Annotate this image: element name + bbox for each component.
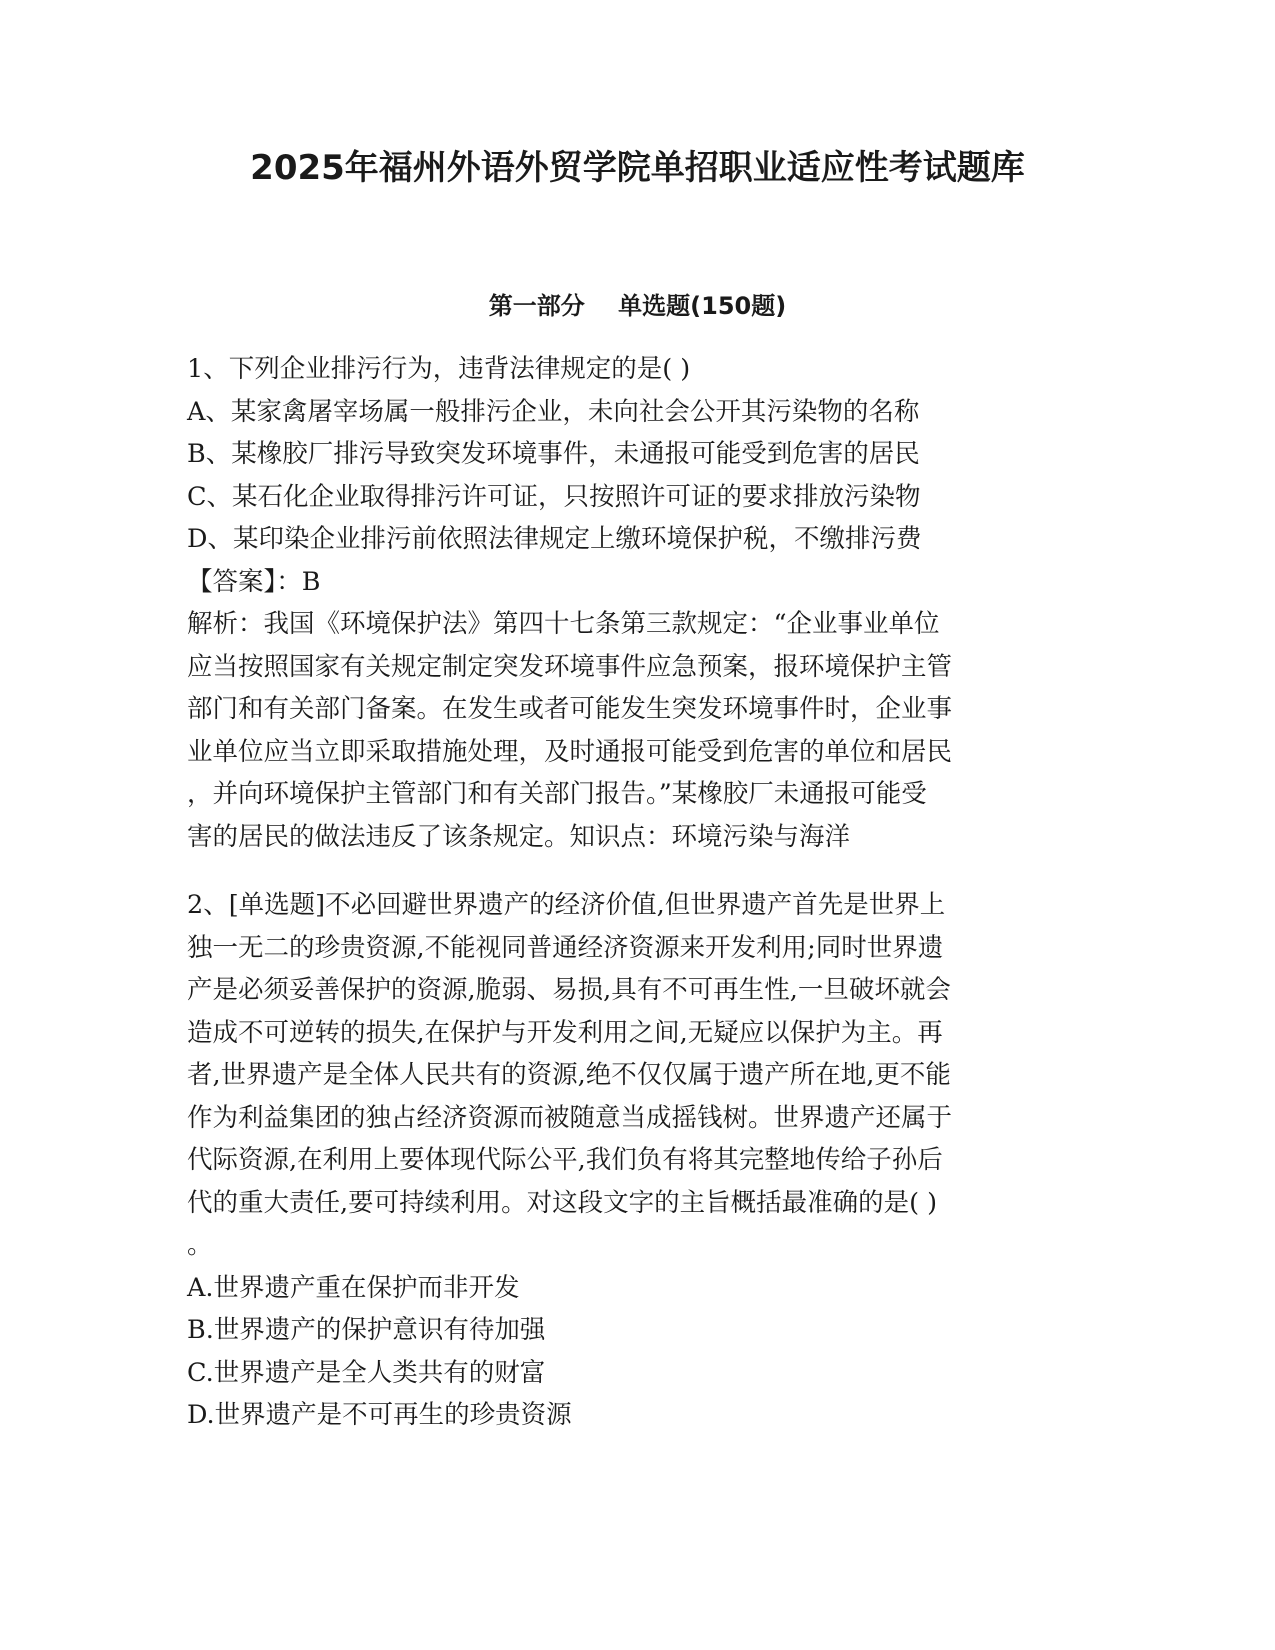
option-b: B、某橡胶厂排污导致突发环境事件，未通报可能受到危害的居民 <box>187 439 920 469</box>
question-2 <box>187 884 1087 1437</box>
option-d: D、某印染企业排污前依照法律规定上缴环境保护税，不缴排污费 <box>187 524 922 554</box>
question-stem: 1、下列企业排污行为，违背法律规定的是( ) <box>187 354 691 384</box>
option-d: D.世界遗产是不可再生的珍贵资源 <box>187 1400 572 1430</box>
analysis-line: 应当按照国家有关规定制定突发环境事件应急预案，报环境保护主管 <box>187 651 953 682</box>
analysis-line: 业单位应当立即采取措施处理，及时通报可能受到危害的单位和居民 <box>187 736 953 767</box>
option-c: C.世界遗产是全人类共有的财富 <box>187 1357 546 1388</box>
question-stem-line: 独一无二的珍贵资源,不能视同普通经济资源来开发利用;同时世界遗 <box>187 932 944 963</box>
question-stem-line: 产是必须妥善保护的资源,脆弱、易损,具有不可再生性,一旦破坏就会 <box>187 975 951 1005</box>
question-stem-line: 代际资源,在利用上要体现代际公平,我们负有将其完整地传给子孙后 <box>187 1145 943 1175</box>
question-stem-line: 2、[单选题]不必回避世界遗产的经济价值,但世界遗产首先是世界上 <box>187 890 946 920</box>
analysis-line: ，并向环境保护主管部门和有关部门报告。”某橡胶厂未通报可能受 <box>187 779 927 809</box>
answer: 【答案】：B <box>187 566 321 597</box>
question-stem-line: 作为利益集团的独占经济资源而被随意当成摇钱树。世界遗产还属于 <box>187 1102 953 1133</box>
option-b: B.世界遗产的保护意识有待加强 <box>187 1315 546 1345</box>
question-stem-line: 者,世界遗产是全体人民共有的资源,绝不仅仅属于遗产所在地,更不能 <box>187 1060 951 1090</box>
question-1 <box>187 348 1087 858</box>
option-a: A.世界遗产重在保护而非开发 <box>187 1272 520 1303</box>
option-c: C、某石化企业取得排污许可证，只按照许可证的要求排放污染物 <box>187 481 921 512</box>
section-title: 第一部分 单选题(150题) <box>488 292 787 320</box>
analysis-line: 部门和有关部门备案。在发生或者可能发生突发环境事件时，企业事 <box>187 694 953 724</box>
analysis-line: 害的居民的做法违反了该条规定。知识点：环境污染与海洋 <box>187 821 851 852</box>
analysis-line: 解析：我国《环境保护法》第四十七条第三款规定：“企业事业单位 <box>187 609 940 639</box>
question-stem-line: 造成不可逆转的损失,在保护与开发利用之间,无疑应以保护为主。再 <box>187 1017 943 1048</box>
document-title: 2025年福州外语外贸学院单招职业适应性考试题库 <box>250 148 1025 188</box>
question-stem-line: 代的重大责任,要可持续利用。对这段文字的主旨概括最准确的是( ) <box>187 1187 938 1218</box>
option-a: A、某家禽屠宰场属一般排污企业，未向社会公开其污染物的名称 <box>187 396 920 427</box>
question-stem-line: 。 <box>187 1230 213 1260</box>
